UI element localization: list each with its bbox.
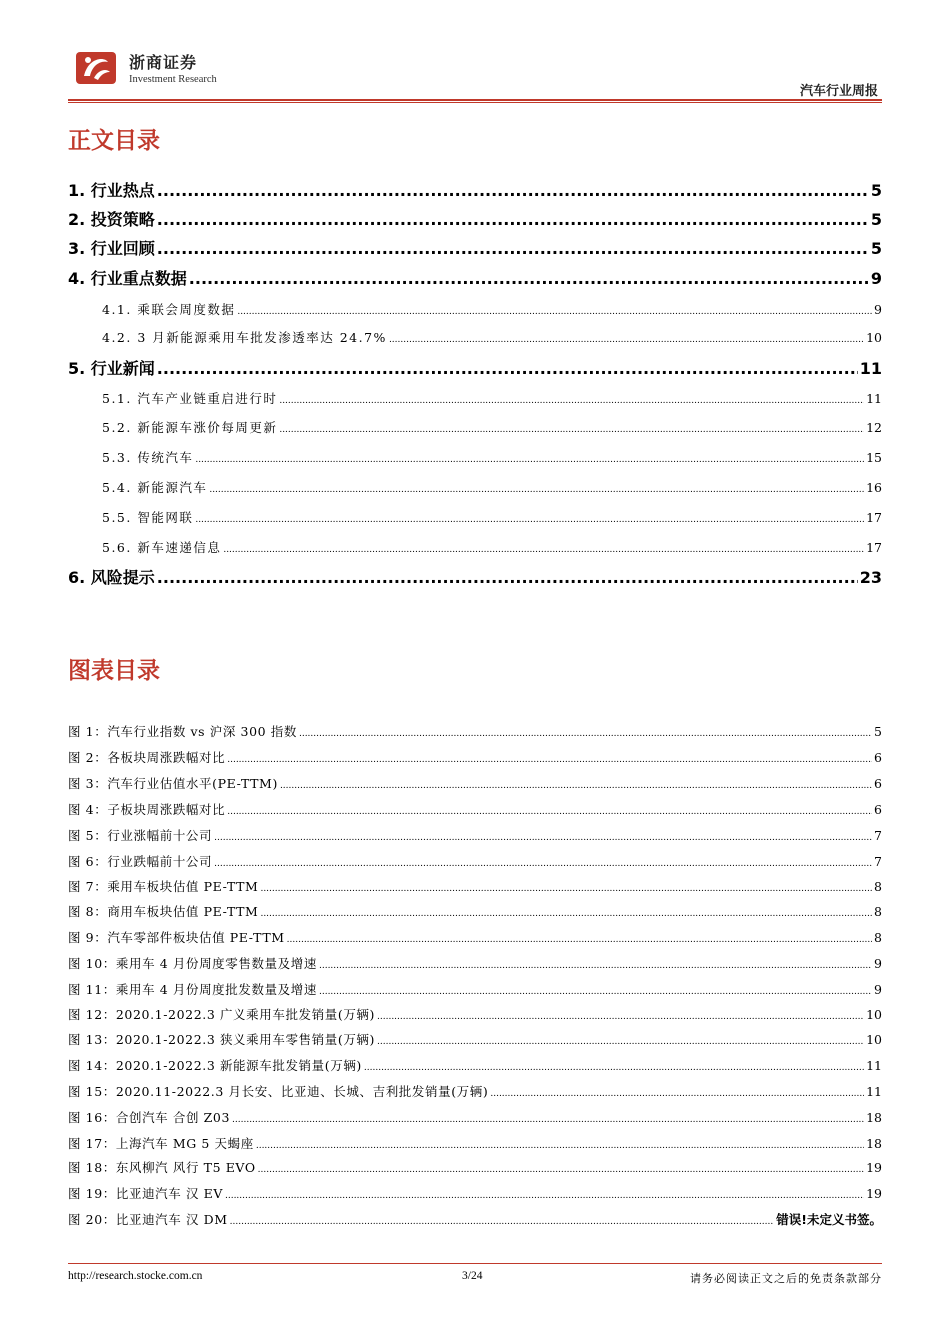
header-divider-thin — [68, 102, 882, 103]
toc-entry-label: 4.2. 3 月新能源乘用车批发渗透率达 24.7% — [102, 330, 387, 345]
toc-title: 正文目录 — [68, 128, 160, 154]
figure-entry[interactable] — [68, 1158, 882, 1178]
toc-entry-page: 9 — [870, 269, 882, 288]
toc-entry-label: 5.5. 智能网联 — [102, 510, 194, 525]
figure-entry[interactable] — [68, 928, 882, 948]
footer-divider — [68, 1263, 882, 1264]
toc-subentry[interactable] — [68, 328, 882, 348]
figure-entry-page: 9 — [874, 956, 882, 971]
figure-entry-label: 图 20：比亚迪汽车 汉 DM — [68, 1212, 228, 1227]
toc-entry-page: 23 — [859, 568, 882, 587]
toc-entry-page: 5 — [870, 239, 882, 258]
figure-entry-label: 图 7：乘用车板块估值 PE-TTM — [68, 879, 259, 894]
figure-entry[interactable] — [68, 877, 882, 897]
figure-entry[interactable] — [68, 1005, 882, 1025]
toc-entry-page: 11 — [866, 391, 882, 406]
figure-entry-label: 图 18：东风柳汽 风行 T5 EVO — [68, 1160, 256, 1175]
footer-url-link[interactable]: http://research.stocke.com.cn — [68, 1270, 203, 1282]
toc-entry[interactable] — [68, 236, 882, 260]
figure-entry-page: 10 — [866, 1032, 882, 1047]
toc-entry-page: 10 — [866, 330, 882, 345]
figure-entry-page: 5 — [874, 724, 882, 739]
figure-entry-page: 7 — [874, 854, 882, 869]
toc-entry[interactable] — [68, 178, 882, 202]
figure-entry[interactable] — [68, 852, 882, 872]
toc-subentry[interactable] — [68, 389, 882, 409]
figure-entry-page: 8 — [874, 879, 882, 894]
figure-entry-label: 图 10：乘用车 4 月份周度零售数量及增速 — [68, 956, 317, 971]
figure-entry-label: 图 8：商用车板块估值 PE-TTM — [68, 904, 259, 919]
figure-entry[interactable] — [68, 1210, 882, 1230]
figure-entry-label: 图 19：比亚迪汽车 汉 EV — [68, 1186, 223, 1201]
figure-entry[interactable] — [68, 980, 882, 1000]
toc-entry-label: 5.4. 新能源汽车 — [102, 480, 208, 495]
figure-entry-label: 图 15：2020.11-2022.3 月长安、比亚迪、长城、吉利批发销量(万辆) — [68, 1084, 489, 1099]
figure-entry-page: 9 — [874, 982, 882, 997]
toc-entry[interactable] — [68, 207, 882, 231]
figure-entry-page: 19 — [866, 1186, 882, 1201]
brand-name-en: Investment Research — [129, 74, 217, 85]
figure-entry[interactable] — [68, 1082, 882, 1102]
toc-entry-label: 4. 行业重点数据 — [68, 269, 187, 288]
toc-entry-page: 9 — [874, 302, 882, 317]
header-divider — [68, 99, 882, 101]
page-header — [68, 42, 882, 99]
toc-entry-page: 5 — [870, 181, 882, 200]
figure-entry-page: 8 — [874, 930, 882, 945]
toc-subentry[interactable] — [68, 300, 882, 320]
figure-entry-page: 8 — [874, 904, 882, 919]
toc-entry-page: 5 — [870, 210, 882, 229]
figure-entry[interactable] — [68, 1134, 882, 1154]
figure-entry-page: 7 — [874, 828, 882, 843]
figure-entry[interactable] — [68, 800, 882, 820]
figure-entry-label: 图 14：2020.1-2022.3 新能源车批发销量(万辆) — [68, 1058, 362, 1073]
toc-entry-page: 15 — [866, 450, 882, 465]
toc-entry-label: 5.1. 汽车产业链重启进行时 — [102, 391, 278, 406]
footer-disclaimer: 请务必阅读正文之后的免责条款部分 — [690, 1272, 882, 1285]
toc-entry-page: 11 — [859, 359, 882, 378]
toc-subentry[interactable] — [68, 538, 882, 558]
figure-entry-label: 图 9：汽车零部件板块估值 PE-TTM — [68, 930, 285, 945]
toc-entry-page: 16 — [866, 480, 882, 495]
zheshang-logo-icon — [74, 48, 118, 86]
toc-subentry[interactable] — [68, 508, 882, 528]
figure-entry-label: 图 2：各板块周涨跌幅对比 — [68, 750, 226, 765]
toc-entry-label: 1. 行业热点 — [68, 181, 155, 200]
toc-subentry[interactable] — [68, 448, 882, 468]
figure-entry[interactable] — [68, 1056, 882, 1076]
toc-subentry[interactable] — [68, 478, 882, 498]
toc-entry-label: 3. 行业回顾 — [68, 239, 155, 258]
figure-entry-label: 图 16：合创汽车 合创 Z03 — [68, 1110, 231, 1125]
figure-entry-page: 19 — [866, 1160, 882, 1175]
toc-entry-label: 5.6. 新车速递信息 — [102, 540, 222, 555]
figure-entry[interactable] — [68, 1108, 882, 1128]
figure-entry[interactable] — [68, 1030, 882, 1050]
figure-entry[interactable] — [68, 774, 882, 794]
figure-entry-label: 图 6：行业跌幅前十公司 — [68, 854, 213, 869]
figure-entry[interactable] — [68, 902, 882, 922]
figure-entry-label: 图 11：乘用车 4 月份周度批发数量及增速 — [68, 982, 317, 997]
toc-entry-page: 17 — [866, 540, 882, 555]
footer-page-number: 3/24 — [462, 1270, 483, 1282]
figure-entry-label: 图 13：2020.1-2022.3 狭义乘用车零售销量(万辆) — [68, 1032, 376, 1047]
figure-entry-page: 18 — [866, 1136, 882, 1151]
figure-list-title: 图表目录 — [68, 658, 160, 684]
toc-entry-label: 4.1. 乘联会周度数据 — [102, 302, 236, 317]
toc-entry-page: 12 — [866, 420, 882, 435]
figure-entry-label: 图 4：子板块周涨跌幅对比 — [68, 802, 226, 817]
figure-entry[interactable] — [68, 748, 882, 768]
toc-entry-label: 5.2. 新能源车涨价每周更新 — [102, 420, 278, 435]
toc-subentry[interactable] — [68, 418, 882, 438]
figure-entry-page: 11 — [866, 1084, 882, 1099]
figure-entry-page: 10 — [866, 1007, 882, 1022]
brand-name-cn: 浙商证券 — [129, 53, 198, 72]
figure-entry-label: 图 5：行业涨幅前十公司 — [68, 828, 213, 843]
figure-entry[interactable] — [68, 826, 882, 846]
figure-entry-page: 11 — [866, 1058, 882, 1073]
figure-entry-label: 图 1：汽车行业指数 vs 沪深 300 指数 — [68, 724, 297, 739]
figure-entry[interactable] — [68, 1184, 882, 1204]
toc-entry[interactable] — [68, 565, 882, 589]
figure-entry-page: 6 — [874, 750, 882, 765]
figure-entry[interactable] — [68, 954, 882, 974]
figure-entry-label: 图 17：上海汽车 MG 5 天蝎座 — [68, 1136, 254, 1151]
report-type: 汽车行业周报 — [799, 84, 878, 99]
toc-entry-label: 6. 风险提示 — [68, 568, 155, 587]
toc-entry-label: 5.3. 传统汽车 — [102, 450, 194, 465]
toc-entry-page: 17 — [866, 510, 882, 525]
toc-entry[interactable] — [68, 266, 882, 290]
figure-entry-page: 6 — [874, 802, 882, 817]
figure-entry-page: 6 — [874, 776, 882, 791]
figure-entry-page: 18 — [866, 1110, 882, 1125]
toc-entry-label: 5. 行业新闻 — [68, 359, 155, 378]
toc-entry-label: 2. 投资策略 — [68, 210, 155, 229]
figure-entry[interactable] — [68, 722, 882, 742]
figure-entry-label: 图 3：汽车行业估值水平(PE-TTM) — [68, 776, 278, 791]
toc-entry[interactable] — [68, 356, 882, 380]
figure-entry-label: 图 12：2020.1-2022.3 广义乘用车批发销量(万辆) — [68, 1007, 376, 1022]
bookmark-error-text: 错误!未定义书签。 — [776, 1212, 882, 1227]
